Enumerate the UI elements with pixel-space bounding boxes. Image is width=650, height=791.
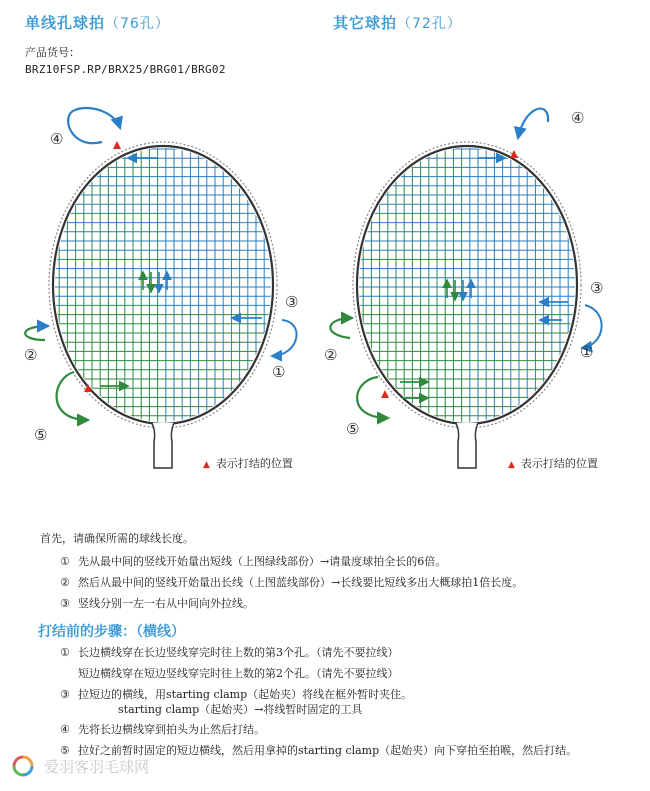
knot-step-note: starting clamp（起始夹）→将线暂时固定的工具: [118, 703, 363, 716]
intro-step: ② 然后从最中间的竖线开始量出长线（上图蓝线部份）→长线要比短线多出大概球拍1倍长度。: [60, 576, 524, 589]
watermark-text: 爱羽客羽毛球网: [44, 757, 150, 776]
right-arrow-2: [330, 318, 352, 338]
right-knot-marker-top: [510, 150, 518, 158]
left-knot-marker-bottom: [84, 384, 92, 392]
right-marker-1: ①: [580, 343, 594, 361]
left-racket-throat: [152, 423, 174, 468]
right-arrow-3: [582, 305, 602, 348]
left-legend: [203, 455, 293, 471]
right-marker-5: ⑤: [346, 420, 360, 438]
intro-step: ① 先从最中间的竖线开始量出短线（上图绿线部份）→请量度球拍全长的6倍。: [60, 555, 447, 568]
knot-step: ⑤ 拉好之前暂时固定的短边横线，然后用拿掉的starting clamp（起始夹）向下穿拍至拍喉，然后打结。: [60, 744, 578, 757]
knot-step: ③ 拉短边的横线，用starting clamp（起始夹）将线在框外暂时夹住。: [60, 688, 413, 701]
right-center-arrows: [447, 280, 471, 300]
left-marker-1: ①: [272, 363, 286, 381]
knot-triangle-icon: ▲: [508, 460, 515, 470]
left-hole-count: （76孔）: [105, 16, 170, 32]
product-label: 产品货号：: [25, 46, 80, 59]
right-racket-throat: [456, 423, 478, 468]
product-codes: BRZ10FSP.RP/BRX25/BRG01/BRG02: [25, 63, 226, 76]
left-knot-marker-top: [113, 141, 121, 149]
intro-heading: 首先，请确保所需的球线长度。: [40, 532, 194, 545]
left-racket-diagram: [24, 108, 298, 468]
right-title-text: 其它球拍: [333, 14, 398, 32]
right-legend: [508, 455, 598, 471]
left-marker-2: ②: [24, 346, 38, 364]
left-legend-text: 表示打结的位置: [215, 457, 293, 470]
right-marker-4: ④: [571, 109, 585, 127]
left-arrow-2: [25, 326, 48, 340]
right-hole-count: （72孔）: [397, 16, 462, 32]
knot-triangle-icon: ▲: [203, 460, 210, 470]
knot-step: 短边横线穿在短边竖线穿完时往上数的第2个孔。（请先不要拉线）: [78, 667, 399, 680]
left-arrow-4: [68, 108, 120, 143]
shuttlecock-logo-icon: [12, 755, 34, 777]
knot-step: ① 长边横线穿在长边竖线穿完时往上数的第3个孔。（请先不要拉线）: [60, 646, 399, 659]
left-center-arrows: [143, 272, 167, 292]
left-marker-4: ④: [50, 130, 64, 148]
intro-step: ③ 竖线分别一左一右从中间向外拉线。: [60, 597, 254, 610]
knot-section-heading: 打结前的步骤：（横线）: [38, 624, 185, 640]
right-arrow-4: [518, 109, 548, 138]
right-diagram-title: [333, 12, 462, 33]
right-racket-diagram: [324, 109, 603, 468]
right-marker-3: ③: [590, 279, 604, 297]
stringing-diagrams: [0, 90, 650, 480]
right-marker-2: ②: [324, 346, 338, 364]
right-knot-marker-bottom: [381, 390, 389, 398]
intro-steps: [60, 553, 523, 616]
left-title-text: 单线孔球拍: [25, 14, 106, 32]
left-marker-5: ⑤: [34, 426, 48, 444]
left-diagram-title: [25, 12, 170, 33]
knot-steps: [60, 644, 577, 763]
right-legend-text: 表示打结的位置: [520, 457, 598, 470]
left-marker-3: ③: [285, 293, 299, 311]
left-arrow-3: [272, 320, 297, 356]
knot-step: ④ 先将长边横线穿到拍头为止然后打结。: [60, 723, 265, 736]
footer-watermark: [12, 755, 149, 777]
